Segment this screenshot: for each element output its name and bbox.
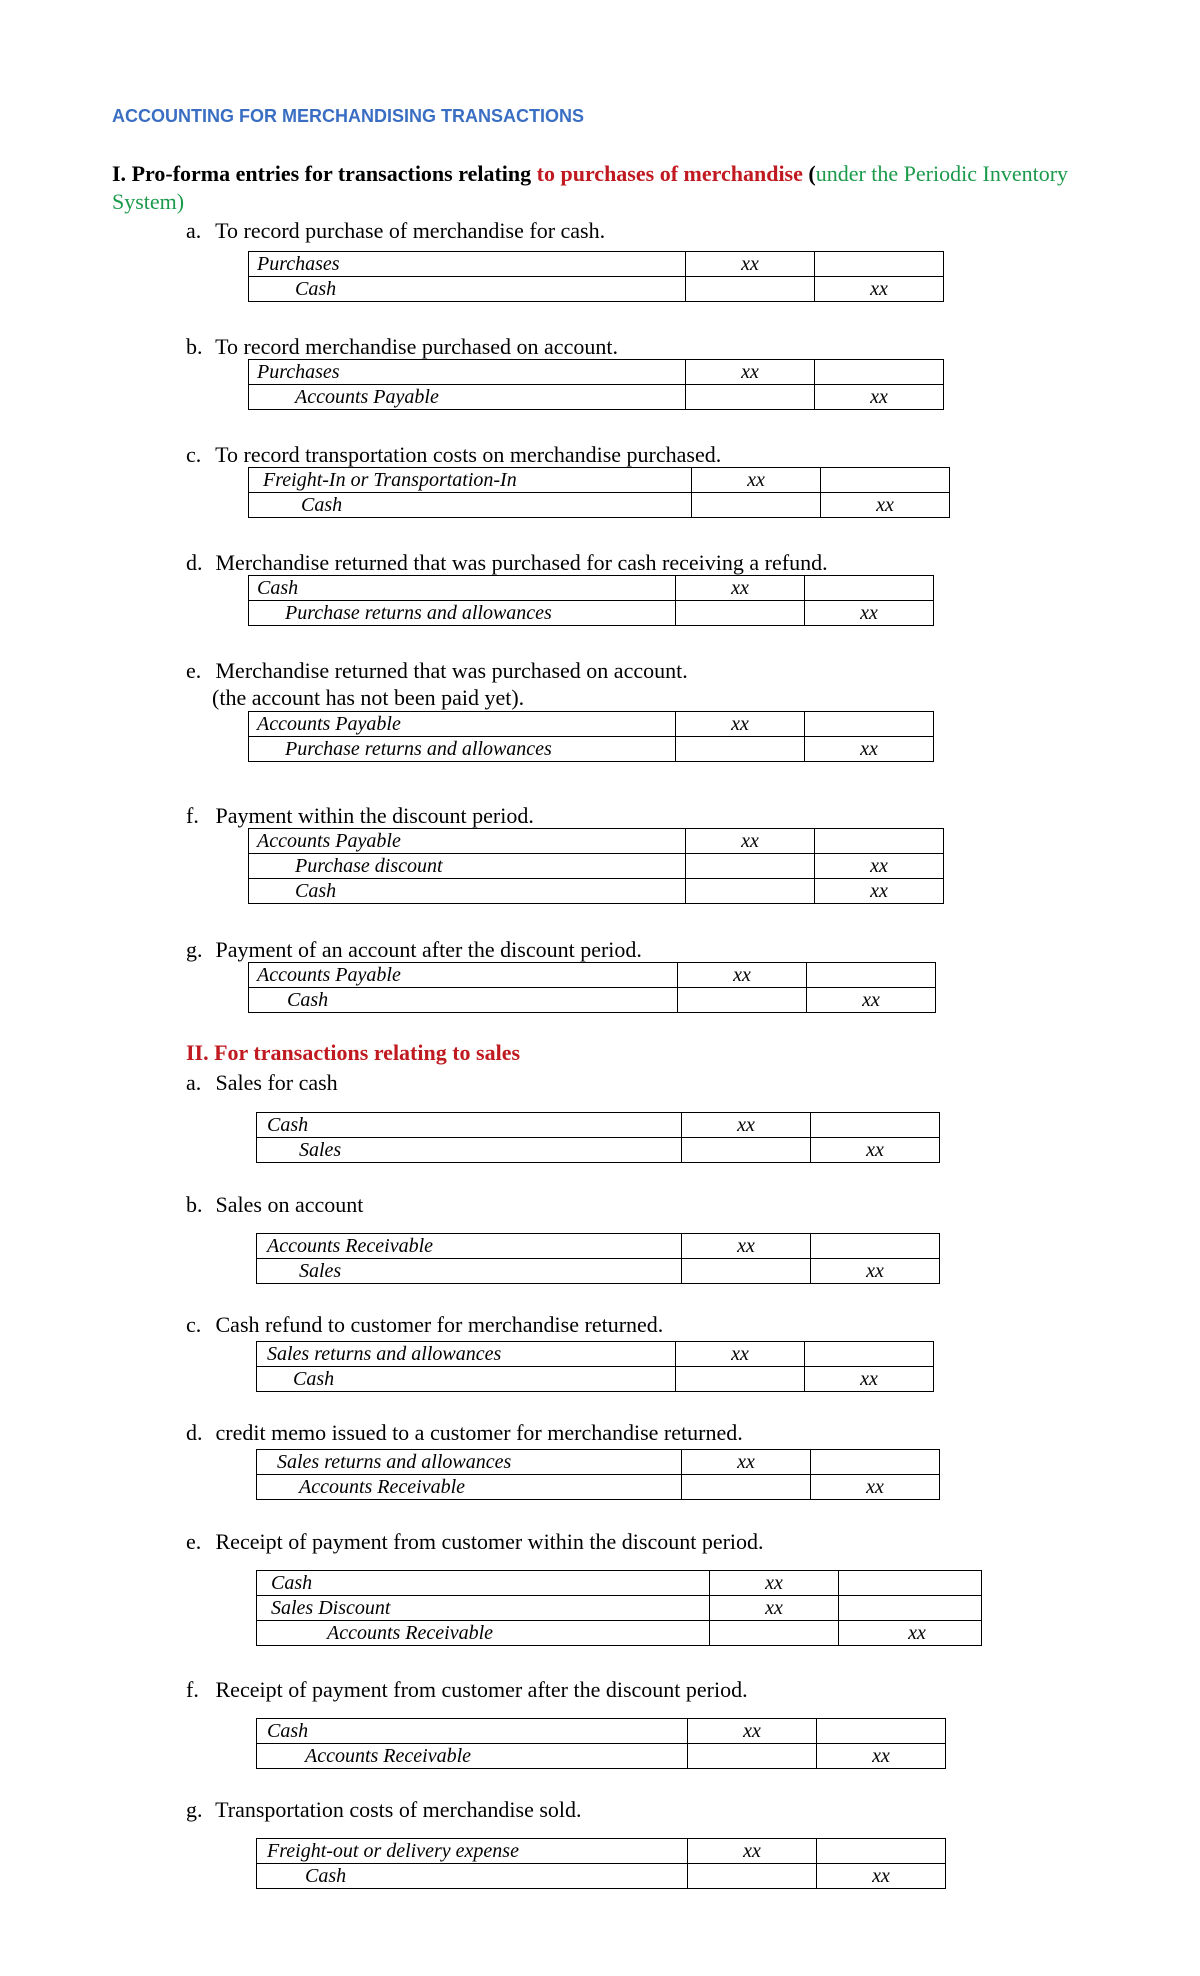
debit-amount (682, 1475, 811, 1500)
credit-amount: xx (821, 493, 950, 518)
journal-entry-table (248, 359, 944, 410)
entry-caption-text: Transportation costs of merchandise sold. (210, 1797, 582, 1822)
credit-amount: xx (815, 277, 944, 302)
entry-label: a. (186, 218, 202, 243)
journal-entry-row (257, 1234, 940, 1259)
account-name: Cash (257, 1113, 682, 1138)
journal-entry-row (257, 1342, 934, 1367)
debit-amount (688, 1864, 817, 1889)
entry-caption (186, 658, 688, 684)
account-name: Accounts Receivable (257, 1621, 710, 1646)
entry-caption (186, 1312, 663, 1338)
debit-amount (686, 277, 815, 302)
entry-caption-text: Receipt of payment from customer within the discount period. (210, 1529, 764, 1554)
credit-amount (817, 1839, 946, 1864)
journal-entry-row (257, 1719, 946, 1744)
credit-amount: xx (817, 1864, 946, 1889)
entry-caption-text: Cash refund to customer for merchandise returned. (210, 1312, 664, 1337)
debit-amount: xx (678, 963, 807, 988)
journal-entry-row (257, 1450, 940, 1475)
entry-caption-text: Merchandise returned that was purchased on account. (210, 658, 688, 683)
journal-entry-table (248, 962, 936, 1013)
journal-entry-row (257, 1138, 940, 1163)
entry-caption (186, 1797, 582, 1823)
entry-caption-text: Sales for cash (210, 1070, 338, 1095)
journal-entry-table (256, 1449, 940, 1500)
debit-amount (692, 493, 821, 518)
journal-entry-row (249, 854, 944, 879)
account-name: Purchases (249, 360, 686, 385)
debit-amount: xx (688, 1719, 817, 1744)
account-name: Cash (249, 493, 692, 518)
debit-amount (710, 1621, 839, 1646)
account-name: Sales returns and allowances (257, 1450, 682, 1475)
journal-entry-row (257, 1839, 946, 1864)
entry-label: e. (186, 1529, 202, 1554)
entry-label: d. (186, 550, 203, 575)
entry-caption (186, 803, 534, 829)
account-name: Purchases (249, 252, 686, 277)
debit-amount: xx (686, 252, 815, 277)
credit-amount (805, 712, 934, 737)
entry-caption-text: To record purchase of merchandise for cash. (210, 218, 606, 243)
credit-amount (839, 1596, 982, 1621)
debit-amount (682, 1259, 811, 1284)
account-name: Cash (249, 988, 678, 1013)
debit-amount (676, 737, 805, 762)
account-name: Freight-In or Transportation-In (249, 468, 692, 493)
debit-amount: xx (686, 829, 815, 854)
entry-caption (186, 218, 605, 244)
credit-amount (815, 252, 944, 277)
entry-caption (186, 1529, 764, 1555)
entry-label: f. (186, 1677, 199, 1702)
account-name: Cash (249, 576, 676, 601)
account-name: Cash (257, 1719, 688, 1744)
entry-label: b. (186, 1192, 203, 1217)
journal-entry-row (249, 712, 934, 737)
entry-label: g. (186, 937, 203, 962)
debit-amount: xx (676, 712, 805, 737)
credit-amount: xx (815, 385, 944, 410)
debit-amount: xx (682, 1234, 811, 1259)
journal-entry-row (257, 1571, 982, 1596)
entry-label: g. (186, 1797, 203, 1822)
account-name: Sales Discount (257, 1596, 710, 1621)
credit-amount: xx (815, 854, 944, 879)
debit-amount (682, 1138, 811, 1163)
entry-caption-text: Sales on account (210, 1192, 364, 1217)
credit-amount: xx (807, 988, 936, 1013)
account-name: Accounts Receivable (257, 1475, 682, 1500)
entry-caption (186, 442, 721, 468)
credit-amount: xx (815, 879, 944, 904)
entry-caption-continued: (the account has not been paid yet). (212, 685, 525, 710)
credit-amount (821, 468, 950, 493)
credit-amount (815, 360, 944, 385)
section-2-heading: II. For transactions relating to sales (186, 1040, 521, 1065)
credit-amount (815, 829, 944, 854)
journal-entry-row (249, 601, 934, 626)
credit-amount (807, 963, 936, 988)
entry-label: e. (186, 658, 202, 683)
entry-caption-text: To record merchandise purchased on account. (210, 334, 618, 359)
entry-caption-text: Payment within the discount period. (210, 803, 534, 828)
entry-label: f. (186, 803, 199, 828)
entry-caption (186, 937, 642, 963)
credit-amount (805, 576, 934, 601)
debit-amount: xx (692, 468, 821, 493)
journal-entry-row (257, 1367, 934, 1392)
debit-amount: xx (682, 1113, 811, 1138)
journal-entry-row (249, 576, 934, 601)
journal-entry-row (249, 963, 936, 988)
account-name: Sales (257, 1259, 682, 1284)
account-name: Purchase discount (249, 854, 686, 879)
journal-entry-row (249, 277, 944, 302)
entry-label: a. (186, 1070, 202, 1095)
journal-entry-row (257, 1113, 940, 1138)
account-name: Accounts Payable (249, 385, 686, 410)
debit-amount (686, 854, 815, 879)
entry-caption (186, 1070, 338, 1096)
debit-amount: xx (676, 1342, 805, 1367)
credit-amount: xx (839, 1621, 982, 1646)
debit-amount: xx (710, 1596, 839, 1621)
entry-caption (186, 1192, 363, 1218)
journal-entry-row (257, 1621, 982, 1646)
debit-amount (678, 988, 807, 1013)
entry-caption (186, 1677, 748, 1703)
journal-entry-row (249, 493, 950, 518)
account-name: Freight-out or delivery expense (257, 1839, 688, 1864)
section-1-highlight: to purchases of merchandise (536, 161, 803, 186)
section-1-heading (112, 160, 1112, 216)
account-name: Accounts Payable (249, 712, 676, 737)
journal-entry-row (249, 879, 944, 904)
journal-entry-row (249, 252, 944, 277)
journal-entry-row (257, 1596, 982, 1621)
journal-entry-row (249, 468, 950, 493)
entry-caption-text: credit memo issued to a customer for merchandise returned. (210, 1420, 743, 1445)
debit-amount: xx (710, 1571, 839, 1596)
section-1-text: Pro-forma entries for transactions relating (131, 161, 532, 186)
journal-entry-row (249, 829, 944, 854)
journal-entry-table (248, 467, 950, 518)
entry-caption-text: Merchandise returned that was purchased for cash receiving a refund. (210, 550, 828, 575)
debit-amount (686, 879, 815, 904)
entry-caption (186, 1420, 743, 1446)
section-1-paren: ( (808, 161, 816, 186)
credit-amount (811, 1450, 940, 1475)
credit-amount (817, 1719, 946, 1744)
debit-amount (688, 1744, 817, 1769)
account-name: Cash (257, 1571, 710, 1596)
debit-amount: xx (688, 1839, 817, 1864)
journal-entry-row (249, 360, 944, 385)
account-name: Cash (257, 1367, 676, 1392)
credit-amount: xx (811, 1259, 940, 1284)
journal-entry-row (257, 1864, 946, 1889)
debit-amount: xx (676, 576, 805, 601)
account-name: Cash (257, 1864, 688, 1889)
account-name: Accounts Receivable (257, 1234, 682, 1259)
credit-amount: xx (805, 601, 934, 626)
journal-entry-table (248, 711, 934, 762)
credit-amount (839, 1571, 982, 1596)
journal-entry-table (256, 1233, 940, 1284)
page-title: ACCOUNTING FOR MERCHANDISING TRANSACTIONS (112, 106, 584, 126)
credit-amount: xx (805, 737, 934, 762)
account-name: Cash (249, 277, 686, 302)
journal-entry-row (257, 1259, 940, 1284)
section-1-system: under the Periodic Inventory System) (112, 161, 1069, 214)
credit-amount: xx (805, 1367, 934, 1392)
debit-amount: xx (686, 360, 815, 385)
entry-caption-text: Receipt of payment from customer after the discount period. (210, 1677, 748, 1702)
journal-entry-table (256, 1718, 946, 1769)
journal-entry-table (256, 1341, 934, 1392)
entry-label: b. (186, 334, 203, 359)
journal-entry-table (248, 828, 944, 904)
credit-amount: xx (811, 1138, 940, 1163)
journal-entry-table (256, 1570, 982, 1646)
journal-entry-row (257, 1744, 946, 1769)
account-name: Purchase returns and allowances (249, 737, 676, 762)
entry-caption (186, 334, 618, 360)
journal-entry-table (248, 575, 934, 626)
entry-caption-text: Payment of an account after the discount period. (210, 937, 642, 962)
journal-entry-table (256, 1838, 946, 1889)
section-1-number: I. (112, 161, 127, 186)
journal-entry-row (249, 385, 944, 410)
credit-amount: xx (811, 1475, 940, 1500)
debit-amount (686, 385, 815, 410)
account-name: Sales (257, 1138, 682, 1163)
account-name: Sales returns and allowances (257, 1342, 676, 1367)
account-name: Purchase returns and allowances (249, 601, 676, 626)
credit-amount (811, 1234, 940, 1259)
account-name: Accounts Payable (249, 963, 678, 988)
entry-label: c. (186, 442, 202, 467)
credit-amount: xx (817, 1744, 946, 1769)
credit-amount (811, 1113, 940, 1138)
account-name: Accounts Payable (249, 829, 686, 854)
journal-entry-row (249, 988, 936, 1013)
debit-amount (676, 1367, 805, 1392)
account-name: Accounts Receivable (257, 1744, 688, 1769)
account-name: Cash (249, 879, 686, 904)
journal-entry-row (257, 1475, 940, 1500)
entry-label: c. (186, 1312, 202, 1337)
entry-caption-text: To record transportation costs on merchandise purchased. (210, 442, 722, 467)
credit-amount (805, 1342, 934, 1367)
entry-label: d. (186, 1420, 203, 1445)
journal-entry-table (248, 251, 944, 302)
journal-entry-table (256, 1112, 940, 1163)
debit-amount (676, 601, 805, 626)
entry-caption (186, 550, 828, 576)
journal-entry-row (249, 737, 934, 762)
debit-amount: xx (682, 1450, 811, 1475)
